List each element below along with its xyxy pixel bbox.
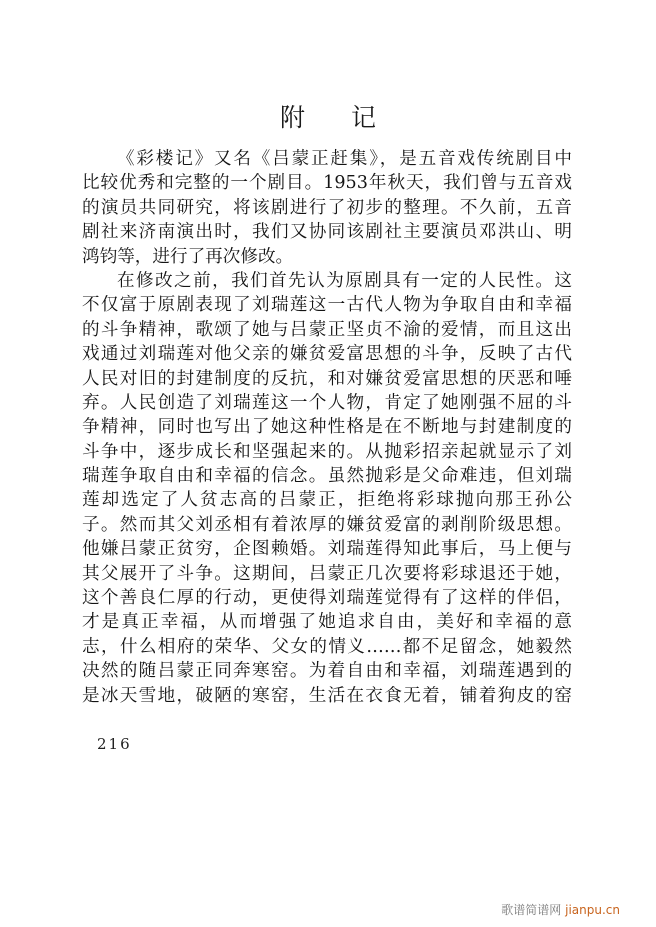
body-text <box>82 147 572 708</box>
watermark <box>501 901 620 918</box>
watermark-url: jianpu.cn <box>565 903 620 917</box>
page-title: 附记 <box>279 103 422 132</box>
text-line: 的演员共同研究，将该剧进行了初步的整理。不久前，五音 <box>82 197 572 218</box>
text-line: 戏通过刘瑞莲对他父亲的嫌贫爱富思想的斗争，反映了古代 <box>82 344 572 365</box>
text-line: 斗争中，逐步成长和坚强起来的。从抛彩招亲起就显示了刘 <box>82 441 572 462</box>
text-line: 《彩楼记》又名《吕蒙正赶集》，是五音戏传统剧目中 <box>117 149 572 169</box>
text-line: 是冰天雪地，破陋的寒窑，生活在衣食无着，铺着狗皮的窑 <box>82 685 572 706</box>
page-number: 216 <box>97 735 132 753</box>
text-line: 弃。人民创造了刘瑞莲这一个人物，肯定了她刚强不屈的斗 <box>82 392 572 413</box>
text-line: 其父展开了斗争。这期间，吕蒙正几次要将彩球退还于她， <box>82 563 572 584</box>
text-line: 比较优秀和完整的一个剧目。1953年秋天，我们曾与五音戏 <box>82 173 572 194</box>
text-line: 决然的随吕蒙正同奔寒窑。为着自由和幸福，刘瑞莲遇到的 <box>82 661 572 682</box>
text-line: 莲却选定了人贫志高的吕蒙正，拒绝将彩球抛向那王孙公 <box>82 490 572 511</box>
text-line: 的斗争精神，歌颂了她与吕蒙正坚贞不渝的爱情，而且这出 <box>82 319 572 340</box>
text-line: 在修改之前，我们首先认为原剧具有一定的人民性。这 <box>117 270 572 291</box>
watermark-site-name: 歌谱简谱网 <box>501 903 562 917</box>
text-line: 争精神，同时也写出了她这种性格是在不断地与封建制度的 <box>82 417 572 438</box>
text-line: 志，什么相府的荣华、父女的情义……都不足留念，她毅然 <box>82 636 572 657</box>
text-line: 子。然而其父刘丞相有着浓厚的嫌贫爱富的剥削阶级思想。 <box>82 514 572 535</box>
text-line: 鸿钧等，进行了再次修改。 <box>82 246 294 267</box>
text-line: 剧社来济南演出时，我们又协同该剧社主要演员邓洪山、明 <box>82 222 572 243</box>
text-line: 不仅富于原剧表现了刘瑞莲这一古代人物为争取自由和幸福 <box>82 295 572 316</box>
text-line: 人民对旧的封建制度的反抗，和对嫌贫爱富思想的厌恶和唾 <box>82 368 572 389</box>
text-line: 才是真正幸福，从而增强了她追求自由，美好和幸福的意 <box>82 612 572 633</box>
text-line: 瑞莲争取自由和幸福的信念。虽然抛彩是父命难违，但刘瑞 <box>82 466 572 487</box>
text-line: 这个善良仁厚的行动，更使得刘瑞莲觉得有了这样的伴侣， <box>82 588 572 609</box>
text-line: 他嫌吕蒙正贫穷，企图赖婚。刘瑞莲得知此事后，马上便与 <box>82 539 572 560</box>
